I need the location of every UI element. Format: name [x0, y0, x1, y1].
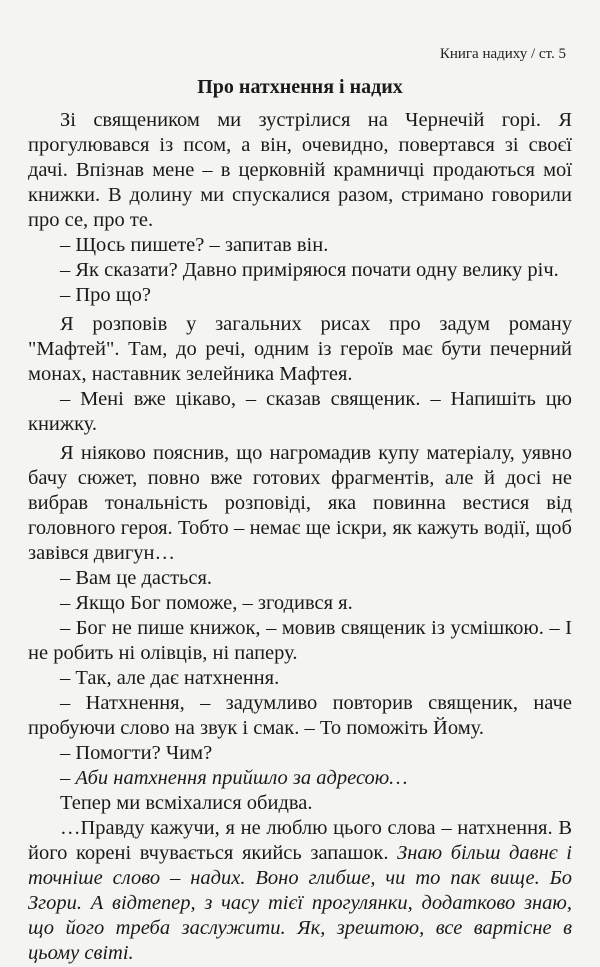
closing-normal-text: …Правду кажучи, я не люблю цього слова – натхнення. В його корені вчувається якийсь запашок. — [28, 817, 572, 864]
closing-paragraph — [28, 816, 572, 966]
paragraph: – Натхнення, – задумливо повторив священик, наче пробуючи слово на звук і смак. – То поможіть Йому. — [28, 692, 572, 739]
paragraph: Зі священиком ми зустрілися на Чернечій горі. Я прогулювався із псом, а він, очевидно, повертався зі своєї дачі. Впізнав мене – в церковній крамничці продаються мої книжки. В долину ми спускалися разом, стримано говорили про се, про те. — [28, 109, 572, 231]
paragraph: – Як сказати? Давно приміряюся почати одну велику річ. — [60, 259, 559, 281]
paragraph: – Бог не пише книжок, – мовив священик із усмішкою. – І не робить ні олівців, ні паперу. — [28, 617, 572, 664]
paragraph: – Мені вже цікаво, – сказав священик. – Напишіть цю книжку. — [28, 388, 572, 435]
paragraph: – Так, але дає натхнення. — [60, 667, 280, 689]
paragraph: – Щось пишете? – запитав він. — [60, 234, 329, 256]
closing-italic-text: Знаю більш давнє і точніше слово – надих. Воно глибше, чи то пак вище. Бо Згори. А відтепер, з часу тієї прогулянки, додатково знаю, що його треба заслужити. Як, зрештою, все вартісне в цьому світі. — [28, 842, 572, 964]
running-head: Книга надиху / ст. 5 — [439, 46, 566, 62]
paragraph: Я ніяково пояснив, що нагромадив купу матеріалу, уявно бачу сюжет, повно вже готових фрагментів, але й досі не вибрав тональність розповіді, яка повинна вестися від головного героя. Тобто – немає ще іскри, як кажуть водії, щоб завівся двигун… — [28, 442, 572, 564]
body-text — [28, 108, 572, 966]
paragraph: Тепер ми всміхалися обидва. — [60, 792, 313, 814]
chapter-title: Про натхнення і надих — [197, 76, 403, 98]
paragraph-italic: – Аби натхнення прийшло за адресою… — [60, 767, 408, 789]
paragraph: Я розповів у загальних рисах про задум роману "Мафтей". Там, до речі, одним із героїв має бути печерний монах, наставник зелейника Мафтея. — [28, 313, 572, 385]
paragraph: – Помогти? Чим? — [60, 742, 213, 764]
paragraph: – Про що? — [60, 284, 151, 306]
paragraph: – Вам це дасться. — [60, 567, 213, 589]
paragraph: – Якщо Бог поможе, – згодився я. — [60, 592, 353, 614]
